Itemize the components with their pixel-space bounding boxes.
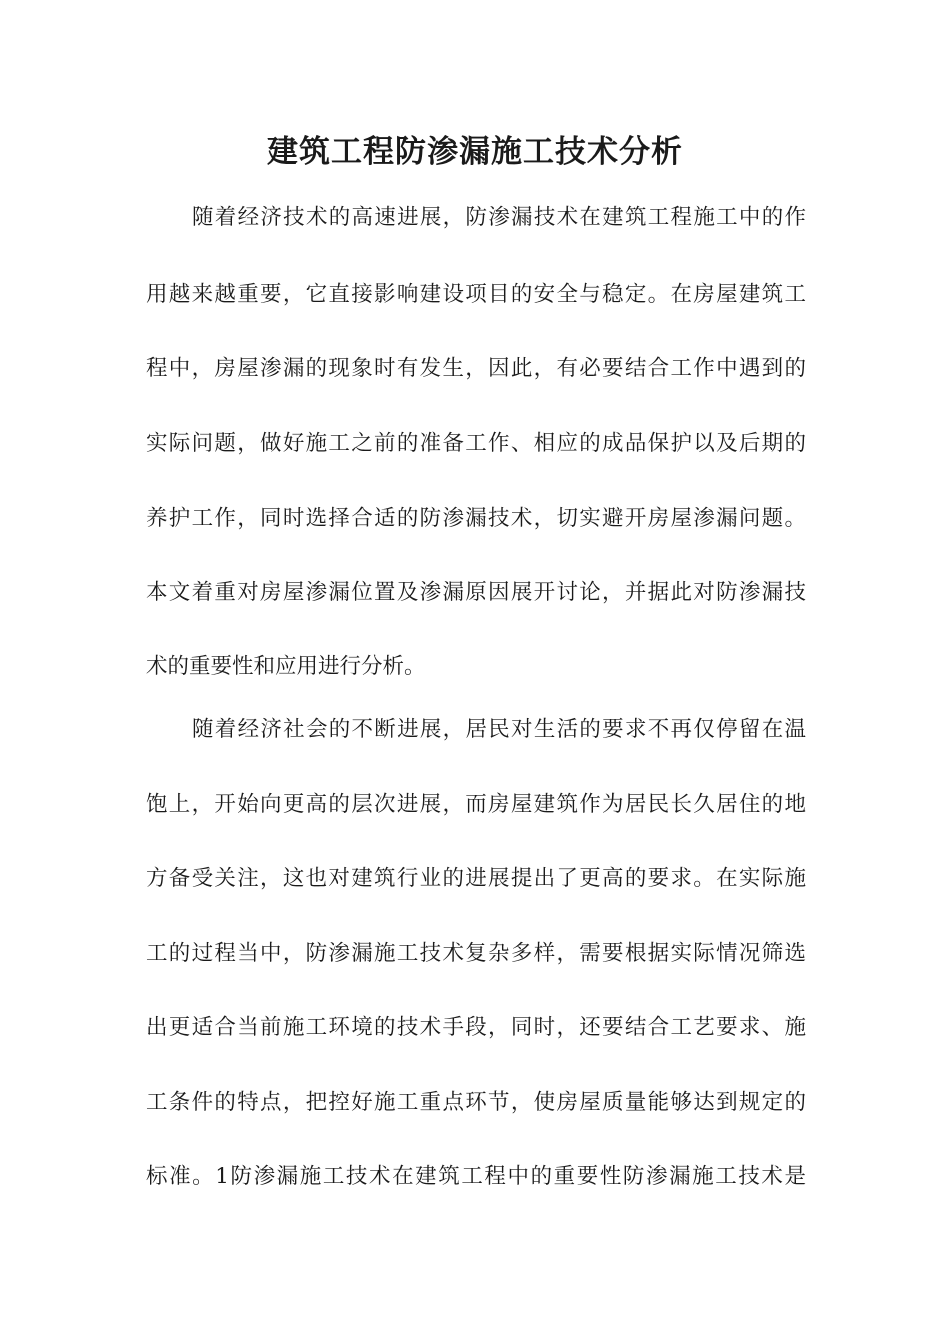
paragraph-line: 随着经济社会的不断进展，居民对生活的要求不再仅停留在温 bbox=[192, 717, 806, 742]
paragraph-line: 用越来越重要，它直接影响建设项目的安全与稳定。在房屋建筑工 bbox=[146, 282, 806, 307]
paragraph-line: 实际问题，做好施工之前的准备工作、相应的成品保护以及后期的 bbox=[146, 431, 806, 456]
paragraph-line: 方备受关注，这也对建筑行业的进展提出了更高的要求。在实际施 bbox=[146, 866, 806, 891]
paragraph-line: 标准。1防渗漏施工技术在建筑工程中的重要性防渗漏施工技术是 bbox=[146, 1164, 806, 1189]
paragraph-line: 饱上，开始向更高的层次进展，而房屋建筑作为居民长久居住的地 bbox=[146, 792, 806, 817]
paragraph-line: 养护工作，同时选择合适的防渗漏技术，切实避开房屋渗漏问题。 bbox=[146, 506, 806, 531]
paragraph-line: 工的过程当中，防渗漏施工技术复杂多样，需要根据实际情况筛选 bbox=[146, 941, 806, 966]
paragraph-line: 出更适合当前施工环境的技术手段，同时，还要结合工艺要求、施 bbox=[146, 1015, 806, 1040]
paragraph-line: 工条件的特点，把控好施工重点环节，使房屋质量能够达到规定的 bbox=[146, 1090, 806, 1115]
paragraph-line: 本文着重对房屋渗漏位置及渗漏原因展开讨论，并据此对防渗漏技 bbox=[146, 580, 806, 605]
paragraph-line: 随着经济技术的高速进展，防渗漏技术在建筑工程施工中的作 bbox=[192, 205, 806, 230]
paragraph-line: 程中，房屋渗漏的现象时有发生，因此，有必要结合工作中遇到的 bbox=[146, 356, 806, 381]
document-title: 建筑工程防渗漏施工技术分析 bbox=[267, 134, 683, 170]
paragraph-line: 术的重要性和应用进行分析。 bbox=[146, 654, 426, 679]
